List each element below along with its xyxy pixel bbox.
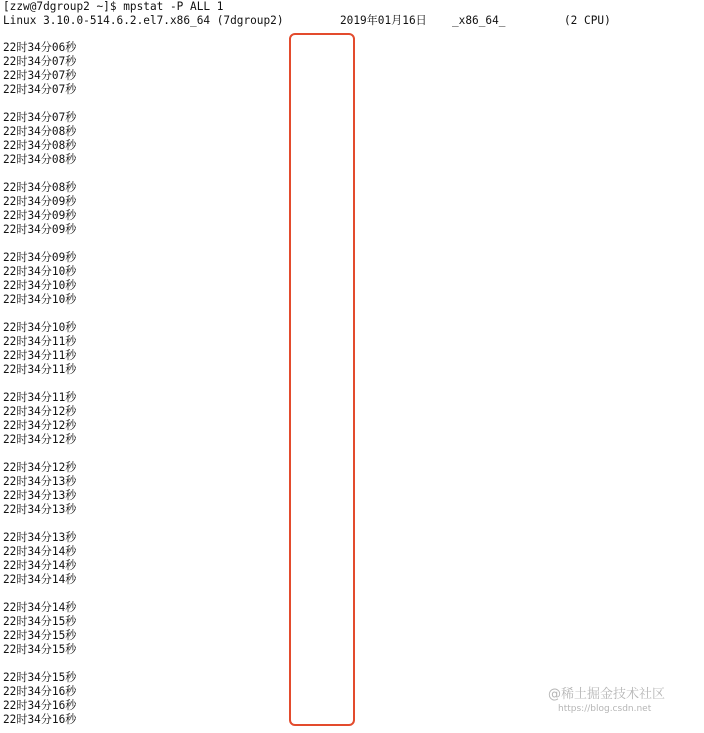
row-time: 22时34分12秒 [3,433,77,446]
watermark [548,687,666,714]
header-time: 22时34分06秒 [3,41,77,54]
row-time: 22时34分08秒 [3,139,77,152]
header-time: 22时34分08秒 [3,181,77,194]
row-time: 22时34分11秒 [3,335,77,348]
row-time: 22时34分12秒 [3,405,77,418]
row-time: 22时34分10秒 [3,279,77,292]
row-time: 22时34分10秒 [3,265,77,278]
watermark-text: @稀土掘金技术社区 [548,687,666,702]
arch-info: _x86_64_ [452,14,506,27]
date-info: 2019年01月16日 [340,14,427,27]
row-time: 22时34分13秒 [3,475,77,488]
header-time: 22时34分12秒 [3,461,77,474]
row-time: 22时34分14秒 [3,545,77,558]
header-time: 22时34分07秒 [3,111,77,124]
row-time: 22时34分11秒 [3,363,77,376]
row-time: 22时34分07秒 [3,55,77,68]
system-info-line [3,14,611,28]
header-time: 22时34分13秒 [3,531,77,544]
kernel-info: Linux 3.10.0-514.6.2.el7.x86_64 (7dgroup2) [3,14,284,27]
row-time: 22时34分08秒 [3,125,77,138]
row-time: 22时34分15秒 [3,629,77,642]
prompt-line: [zzw@7dgroup2 ~]$ mpstat -P ALL 1 [3,0,224,13]
row-time: 22时34分09秒 [3,195,77,208]
row-time: 22时34分13秒 [3,503,77,516]
row-time: 22时34分14秒 [3,573,77,586]
row-time: 22时34分07秒 [3,83,77,96]
row-time: 22时34分11秒 [3,349,77,362]
row-time: 22时34分08秒 [3,153,77,166]
row-time: 22时34分09秒 [3,223,77,236]
row-time: 22时34分07秒 [3,69,77,82]
cpu-count-info: (2 CPU) [564,14,611,27]
header-time: 22时34分09秒 [3,251,77,264]
row-time: 22时34分15秒 [3,615,77,628]
row-time: 22时34分15秒 [3,643,77,656]
header-time: 22时34分15秒 [3,671,77,684]
iowait-highlight-box [289,33,355,726]
header-time: 22时34分14秒 [3,601,77,614]
header-time: 22时34分10秒 [3,321,77,334]
row-time: 22时34分16秒 [3,685,77,698]
row-time: 22时34分10秒 [3,293,77,306]
watermark-sub: https://blog.csdn.net [558,704,652,714]
header-time: 22时34分11秒 [3,391,77,404]
row-time: 22时34分09秒 [3,209,77,222]
row-time: 22时34分12秒 [3,419,77,432]
row-time: 22时34分14秒 [3,559,77,572]
row-time: 22时34分16秒 [3,713,77,726]
row-time: 22时34分16秒 [3,699,77,712]
row-time: 22时34分13秒 [3,489,77,502]
